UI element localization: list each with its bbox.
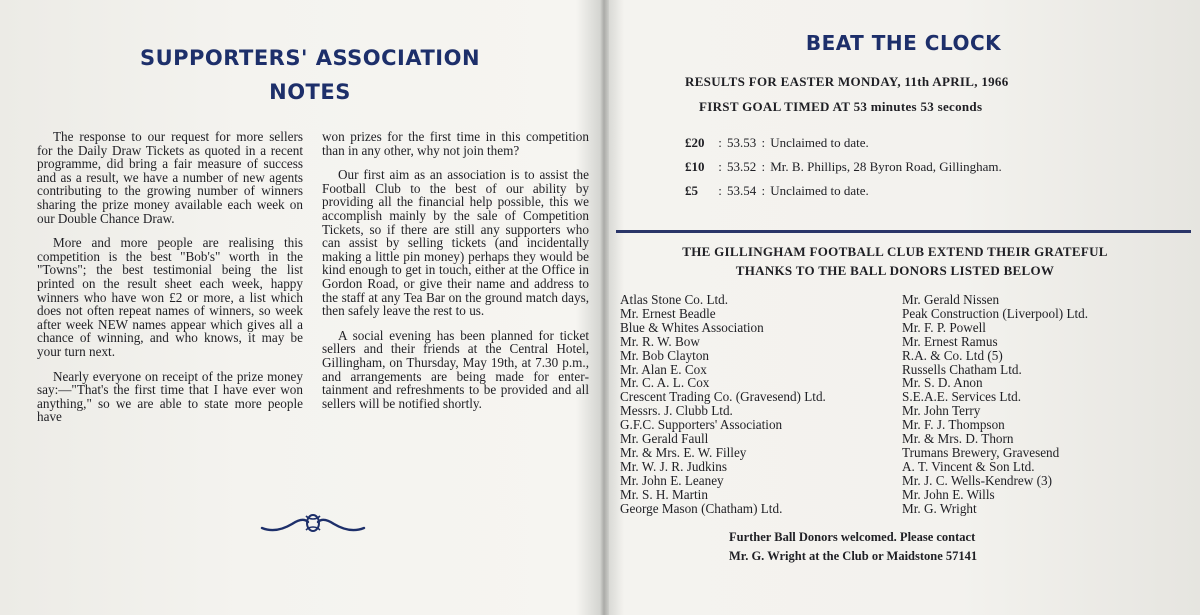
donor-item: A. T. Vincent & Son Ltd.	[902, 458, 1035, 474]
thanks-heading-line1: THE GILLINGHAM FOOTBALL CLUB EXTEND THEIR GRATEFUL	[682, 244, 1108, 259]
donor-item: Mr. S. D. Anon	[902, 375, 983, 391]
prize-result: Unclaimed to date.	[770, 135, 869, 150]
donor-item: Crescent Trading Co. (Gravesend) Ltd.	[620, 389, 826, 405]
paragraph: Nearly everyone on receipt of the prize money say:—"That's the first time that I have ever won anything," so we are able to state more people have	[37, 368, 303, 425]
paragraph: More and more people are realising this competition is the best "Bob's" worth in the "Towns"; the best testimonial being the list printed on the result sheet each week, happy winners who have won £2 or more, a list which does not often repeat names of winners, so week after week NEW names appear which gives all a chance of winning, and who knows, it may be your turn next.	[37, 235, 303, 359]
paragraph: won prizes for the first time in this competition than in any other, why not join them?	[322, 129, 589, 158]
prize-amount: £10	[685, 159, 705, 174]
results-heading: RESULTS FOR EASTER MONDAY, 11th APRIL, 1966	[685, 74, 1009, 89]
donor-item: Mr. G. Wright	[902, 500, 977, 516]
donor-item: R.A. & Co. Ltd (5)	[902, 347, 1003, 363]
donor-item: Mr. F. P. Powell	[902, 319, 986, 335]
prize-time: 53.52	[727, 159, 757, 174]
donor-item: Mr. R. W. Bow	[620, 333, 700, 349]
donor-item: Mr. Alan E. Cox	[620, 361, 707, 377]
prize-amount: £20	[685, 135, 705, 150]
donor-item: Trumans Brewery, Gravesend	[902, 444, 1060, 460]
first-goal-line: FIRST GOAL TIMED AT 53 minutes 53 seconds	[699, 99, 983, 114]
donor-item: G.F.C. Supporters' Association	[620, 417, 783, 433]
donor-item: S.E.A.E. Services Ltd.	[902, 389, 1022, 405]
prize-result: Unclaimed to date.	[770, 183, 869, 198]
donor-item: Mr. S. H. Martin	[620, 486, 708, 502]
donor-item: Peak Construction (Liverpool) Ltd.	[902, 305, 1089, 321]
prize-amount: £5	[685, 183, 698, 198]
donor-item: George Mason (Chatham) Ltd.	[620, 500, 783, 516]
donors-list-left	[620, 293, 910, 516]
donor-item: Mr. W. J. R. Judkins	[620, 458, 727, 474]
prize-row: £5 : 53.54 : Unclaimed to date.	[685, 183, 869, 198]
donor-item: Mr. F. J. Thompson	[902, 417, 1005, 433]
donor-item: Mr. Gerald Nissen	[902, 292, 1000, 307]
notes-column-1	[37, 130, 303, 435]
donor-item: Russells Chatham Ltd.	[902, 361, 1022, 377]
donor-item: Mr. C. A. L. Cox	[620, 375, 710, 391]
thanks-heading-line2: THANKS TO THE BALL DONORS LISTED BELOW	[735, 263, 1055, 278]
beat-the-clock-title: BEAT THE CLOCK	[805, 31, 1002, 55]
donor-item: Mr. Bob Clayton	[620, 347, 710, 363]
notes-column-2	[322, 130, 589, 421]
paragraph: Our first aim as an association is to assist the Football Club to the best of our ability by providing all the financial help possible, this we accomplish mainly by the sale of Competition Tickets, so if there are still any supporters who can assist by selling tickets (and incidentally making a little pin money) perhaps they would be kind enough to get in touch, either at the Office in Gordon Road, or give their name and address to the staff at any Tea Bar on the ground match days, then safely leave the rest to us.	[322, 167, 589, 319]
donor-item: Mr. Ernest Ramus	[902, 333, 998, 349]
donor-item: Blue & Whites Association	[620, 319, 764, 335]
donor-item: Mr. Gerald Faull	[620, 431, 709, 447]
donor-item: Mr. & Mrs. D. Thorn	[902, 431, 1014, 447]
further-donors-line1: Further Ball Donors welcomed. Please contact	[729, 530, 976, 544]
donor-item: Mr. & Mrs. E. W. Filley	[620, 444, 747, 460]
flourish-ornament-icon	[258, 510, 368, 536]
section-divider	[616, 230, 1191, 233]
prize-row: £20 : 53.53 : Unclaimed to date.	[685, 135, 869, 150]
donor-item: Mr. J. C. Wells-Kendrew (3)	[902, 472, 1052, 488]
donor-item: Mr. John Terry	[902, 403, 981, 419]
prize-result: Mr. B. Phillips, 28 Byron Road, Gillingham.	[770, 159, 1002, 174]
paragraph: The response to our request for more sellers for the Daily Draw Tickets as quoted in a recent programme, did bring a fair measure of success and as a result, we have a number of new agents contributing to the growing number of winners sharing the prize money available each week on our Double Chance Draw.	[37, 129, 303, 226]
prize-row: £10 : 53.52 : Mr. B. Phillips, 28 Byron Road, Gillingham.	[685, 159, 1002, 174]
paragraph: A social evening has been planned for ticket sellers and their friends at the Central Hotel, Gillingham, on Thursday, May 19th, at 7.30 p.m., and arrangements are being made for entertainment and refreshments to be provided and all sellers will be notified shortly.	[322, 327, 589, 411]
donor-item: Mr. John E. Leaney	[620, 472, 724, 488]
prize-time: 53.54	[727, 183, 757, 198]
right-page	[607, 0, 1200, 615]
donors-list-right	[902, 293, 1192, 516]
donor-item: Messrs. J. Clubb Ltd.	[620, 403, 733, 419]
donor-item: Mr. Ernest Beadle	[620, 305, 716, 321]
prize-time: 53.53	[727, 135, 757, 150]
supporters-association-title: SUPPORTERS' ASSOCIATION	[139, 46, 481, 70]
notes-title: NOTES	[269, 80, 351, 104]
donor-item: Mr. John E. Wills	[902, 486, 995, 502]
further-donors-line2: Mr. G. Wright at the Club or Maidstone 57141	[729, 549, 978, 563]
donor-item: Atlas Stone Co. Ltd.	[620, 292, 729, 307]
